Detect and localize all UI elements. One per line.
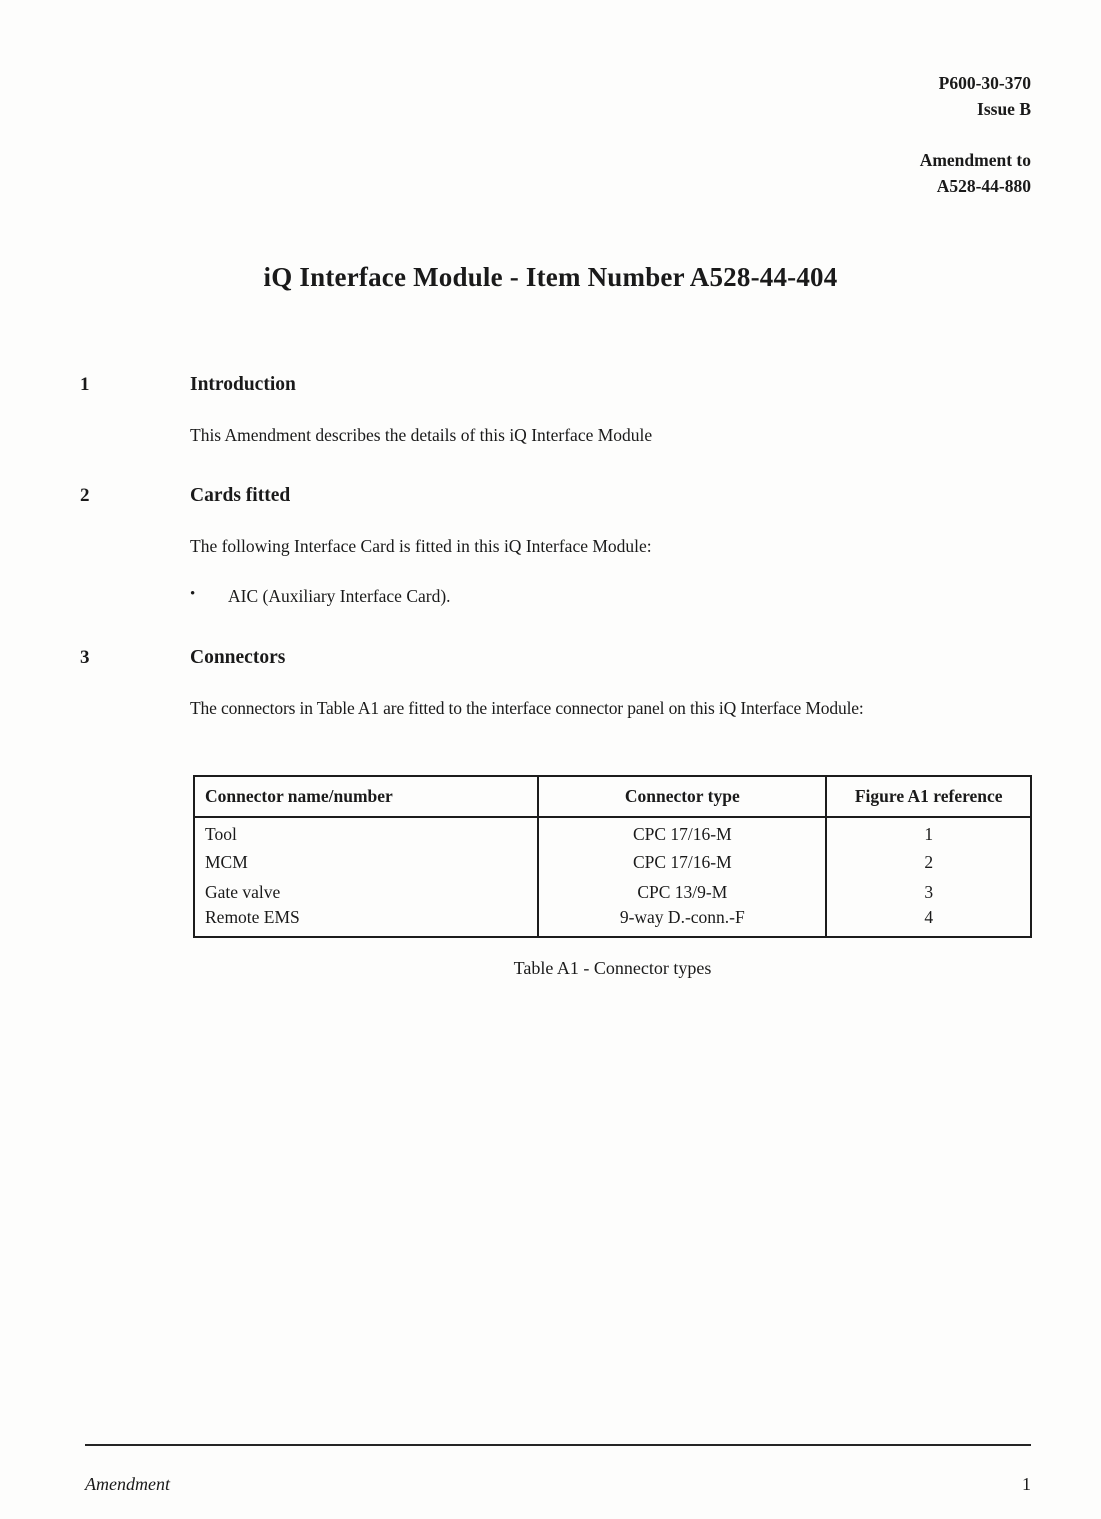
table-cell-name: MCM xyxy=(205,851,248,872)
issue-label: Issue B xyxy=(977,99,1031,120)
section-1-body: This Amendment describes the details of this iQ Interface Module xyxy=(190,425,653,445)
header-meta xyxy=(920,70,1031,199)
table-caption: Table A1 - Connector types xyxy=(513,958,712,978)
amendment-block xyxy=(920,147,1031,200)
page-title: iQ Interface Module - Item Number A528-44-404 xyxy=(263,262,838,292)
table-header-figure-ref: Figure A1 reference xyxy=(826,776,1031,817)
table-cell-type: 9-way D.-conn.-F xyxy=(538,907,826,937)
table-header-connector-name: Connector name/number xyxy=(194,776,538,817)
table-cell-ref: 3 xyxy=(924,881,934,902)
amendment-to-label: Amendment to xyxy=(919,149,1031,170)
doc-number: P600-30-370 xyxy=(938,73,1031,93)
table-header-row xyxy=(194,776,1031,817)
table-cell-type: CPC 17/16-M xyxy=(538,817,826,847)
section-1-heading: Introduction xyxy=(190,374,296,395)
table-cell-ref: 4 xyxy=(924,907,934,927)
table-row xyxy=(194,817,1031,847)
table-cell-ref: 2 xyxy=(924,851,934,872)
table-cell-type: CPC 13/9-M xyxy=(538,877,826,907)
table-cell-type: CPC 17/16-M xyxy=(538,847,826,877)
section-3-heading: Connectors xyxy=(190,647,286,668)
table-row xyxy=(194,847,1031,877)
section-3-number: 3 xyxy=(80,647,90,668)
section-2-number: 2 xyxy=(80,485,90,506)
table-row xyxy=(194,877,1031,907)
table-cell-name: Tool xyxy=(205,824,237,844)
footer-label: Amendment xyxy=(85,1474,170,1494)
section-2-body: The following Interface Card is fitted in this iQ Interface Module: xyxy=(190,536,652,556)
table-header-connector-type: Connector type xyxy=(538,776,826,817)
bullet-item xyxy=(190,586,451,607)
section-2-heading: Cards fitted xyxy=(190,485,291,506)
bullet-text: AIC (Auxiliary Interface Card). xyxy=(228,586,451,606)
footer-divider xyxy=(85,1444,1031,1446)
section-1-number: 1 xyxy=(80,374,90,395)
table-cell-name: Remote EMS xyxy=(205,907,300,927)
bullet-icon: • xyxy=(190,586,196,602)
table-cell-name: Gate valve xyxy=(205,881,281,902)
amendment-ref: A528-44-880 xyxy=(936,175,1031,196)
connector-table-wrapper xyxy=(193,775,1032,938)
page-number: 1 xyxy=(1022,1474,1031,1494)
connector-table xyxy=(193,775,1032,938)
section-3-body: The connectors in Table A1 are fitted to the interface connector panel on this iQ Interface Module: xyxy=(190,698,864,718)
table-row xyxy=(194,907,1031,937)
table-cell-ref: 1 xyxy=(924,824,934,844)
